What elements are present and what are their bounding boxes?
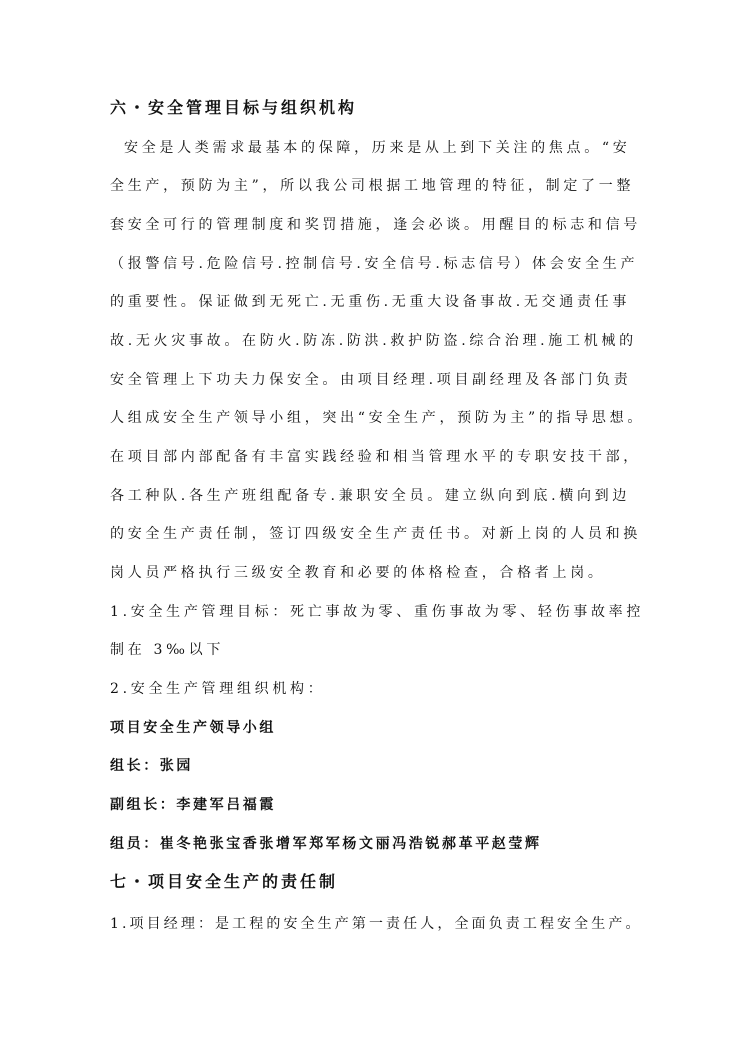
target-item-line-2: 制在 3‰以下	[110, 642, 225, 658]
paragraph-line-10: 各工种队.各生产班组配备专.兼职安全员。建立纵向到底.横向到边	[110, 488, 631, 504]
paragraph-line-6: 故.无火灾事故。在防火.防冻.防洪.救护防盗.综合治理.施工机械的	[110, 333, 637, 349]
target-item-line-1: 1.安全生产管理目标：死亡事故为零、重伤事故为零、轻伤事故率控	[110, 604, 645, 620]
paragraph-line-11: 的安全生产责任制，签订四级安全生产责任书。对新上岗的人员和换	[110, 526, 641, 542]
leadership-group-title: 项目安全生产领导小组	[110, 720, 276, 736]
organization-item: 2.安全生产管理组织机构：	[110, 681, 326, 697]
paragraph-line-12: 岗人员严格执行三级安全教育和必要的体格检查，合格者上岗。	[110, 565, 606, 581]
vice-group-leader: 副组长：李建军吕福霞	[110, 797, 276, 813]
group-members: 组员：崔冬艳张宝香张增军郑军杨文丽冯浩锐郝革平赵莹辉	[110, 836, 542, 852]
paragraph-line-4: （报警信号.危险信号.控制信号.安全信号.标志信号）体会安全生产	[110, 256, 639, 272]
section-6-heading: 六・安全管理目标与组织机构	[110, 98, 358, 117]
group-leader: 组长：张园	[110, 758, 193, 774]
project-manager-responsibility: 1.项目经理：是工程的安全生产第一责任人，全面负责工程安全生产。	[110, 916, 643, 932]
paragraph-line-8: 人组成安全生产领导小组，突出“安全生产，预防为主”的指导思想。	[110, 410, 646, 426]
section-7-heading: 七・项目安全生产的责任制	[110, 872, 339, 891]
paragraph-line-1: 安全是人类需求最基本的保障，历来是从上到下关注的焦点。“安	[124, 140, 631, 156]
paragraph-line-5: 的重要性。保证做到无死亡.无重伤.无重大设备事故.无交通责任事	[110, 294, 631, 310]
paragraph-line-2: 全生产，预防为主”，所以我公司根据工地管理的特征，制定了一整	[110, 178, 635, 194]
paragraph-line-9: 在项目部内部配备有丰富实践经验和相当管理水平的专职安技干部，	[110, 449, 641, 465]
paragraph-line-7: 安全管理上下功夫力保安全。由项目经理.项目副经理及各部门负责	[110, 372, 632, 388]
paragraph-line-3: 套安全可行的管理制度和奖罚措施，逢会必谈。用醒目的标志和信号	[110, 217, 641, 233]
